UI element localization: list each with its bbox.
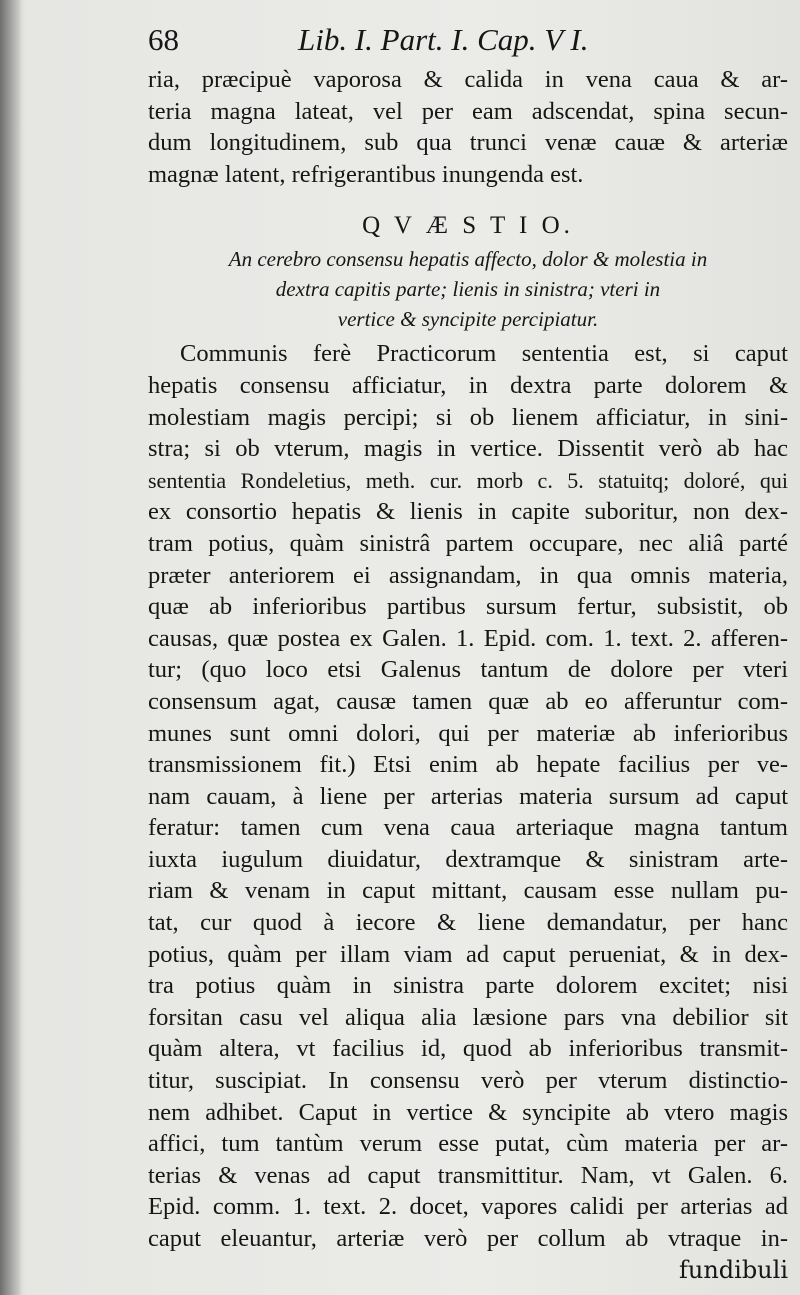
text-line: tat, cur quod à iecore & liene demandatur, per hanc — [148, 909, 788, 937]
intro-paragraph — [148, 64, 788, 190]
text-line: tur; (quo loco etsi Galenus tantum de dolore per vteri — [148, 656, 788, 684]
catchword: fundibuli — [678, 1255, 788, 1284]
text-line: magnæ latent, refrigerantibus inungenda est. — [148, 160, 584, 188]
running-head-title: Lib. I. Part. I. Cap. V I. — [298, 22, 589, 57]
text-line: dum longitudinem, sub qua trunci venæ cauæ & arteriæ — [148, 129, 788, 157]
subtitle-line: dextra capitis parte; lienis in sinistra; vteri in — [275, 277, 661, 302]
text-line: forsitan casu vel aliqua alia læsione pars vna debilior sit — [148, 1003, 788, 1031]
text-line: feratur: tamen cum vena caua arteriaque magna tantum — [148, 814, 788, 842]
page-number: 68 — [148, 22, 179, 57]
running-header — [148, 22, 788, 64]
text-line: teria magna lateat, vel per eam adscendat, spina secun- — [148, 97, 788, 125]
text-line: quæ ab inferioribus partibus sursum fertur, subsistit, ob — [148, 593, 788, 621]
text-line: hepatis consensu afficiatur, in dextra parte dolorem & — [148, 371, 788, 399]
text-line: transmissionem fit.) Etsi enim ab hepate facilius per ve- — [148, 751, 788, 779]
question-title: Q V Æ S T I O. — [362, 212, 574, 240]
subtitle-line: An cerebro consensu hepatis affecto, dolor & molestia in — [228, 247, 708, 272]
text-line: riam & venam in caput mittant, causam esse nullam pu- — [148, 877, 788, 905]
text-line: quàm altera, vt facilius id, quod ab inferioribus transmit- — [148, 1035, 788, 1063]
text-line: iuxta iugulum diuidatur, dextramque & sinistram arte- — [148, 845, 788, 873]
text-line: ria, præcipuè vaporosa & calida in vena caua & ar- — [148, 66, 788, 93]
text-line: affici, tum tantùm verum esse putat, cùm materia per ar- — [148, 1130, 788, 1158]
text-line: caput eleuantur, arteriæ verò per collum ab vtraque in- — [148, 1225, 788, 1252]
text-line: consensum agat, causæ tamen quæ ab eo afferuntur com- — [148, 687, 788, 715]
text-line: potius, quàm per illam viam ad caput perueniat, & in dex- — [148, 940, 788, 968]
text-line: ex consortio hepatis & lienis in capite suboritur, non dex- — [148, 498, 788, 526]
text-line: titur, suscipiat. In consensu verò per vterum distinctio- — [148, 1067, 788, 1095]
text-line: Communis ferè Practicorum sententia est, si caput — [180, 340, 788, 368]
body-paragraph — [148, 338, 788, 1254]
page-gutter-shadow — [0, 0, 22, 1295]
text-line: sententia Rondeletius, meth. cur. morb c. 5. statuitq; doloré, qui — [148, 467, 788, 493]
text-line: munes sunt omni dolori, qui per materiæ ab inferioribus — [148, 719, 788, 747]
text-line: stra; si ob vterum, magis in vertice. Dissentit verò ab hac — [148, 435, 788, 463]
text-line: molestiam magis percipi; si ob lienem afficiatur, in sini- — [148, 403, 788, 431]
text-line: nem adhibet. Caput in vertice & syncipite ab vtero magis — [148, 1098, 788, 1126]
subtitle-line: vertice & syncipite percipiatur. — [337, 307, 599, 332]
text-line: causas, quæ postea ex Galen. 1. Epid. com. 1. text. 2. afferen- — [148, 624, 788, 652]
text-line: tra potius quàm in sinistra parte dolorem excitet; nisi — [148, 972, 788, 1000]
text-line: Epid. comm. 1. text. 2. docet, vapores calidi per arterias ad — [148, 1193, 788, 1221]
text-block — [148, 22, 788, 1285]
text-line: tram potius, quàm sinistrâ partem occupare, nec aliâ parté — [148, 529, 788, 557]
text-line: nam cauam, à liene per arterias materia sursum ad caput — [148, 782, 788, 810]
text-line: terias & venas ad caput transmittitur. Nam, vt Galen. 6. — [148, 1161, 788, 1189]
question-subtitle — [148, 244, 788, 334]
text-line: præter anteriorem ei assignandam, in qua omnis materia, — [148, 561, 788, 589]
